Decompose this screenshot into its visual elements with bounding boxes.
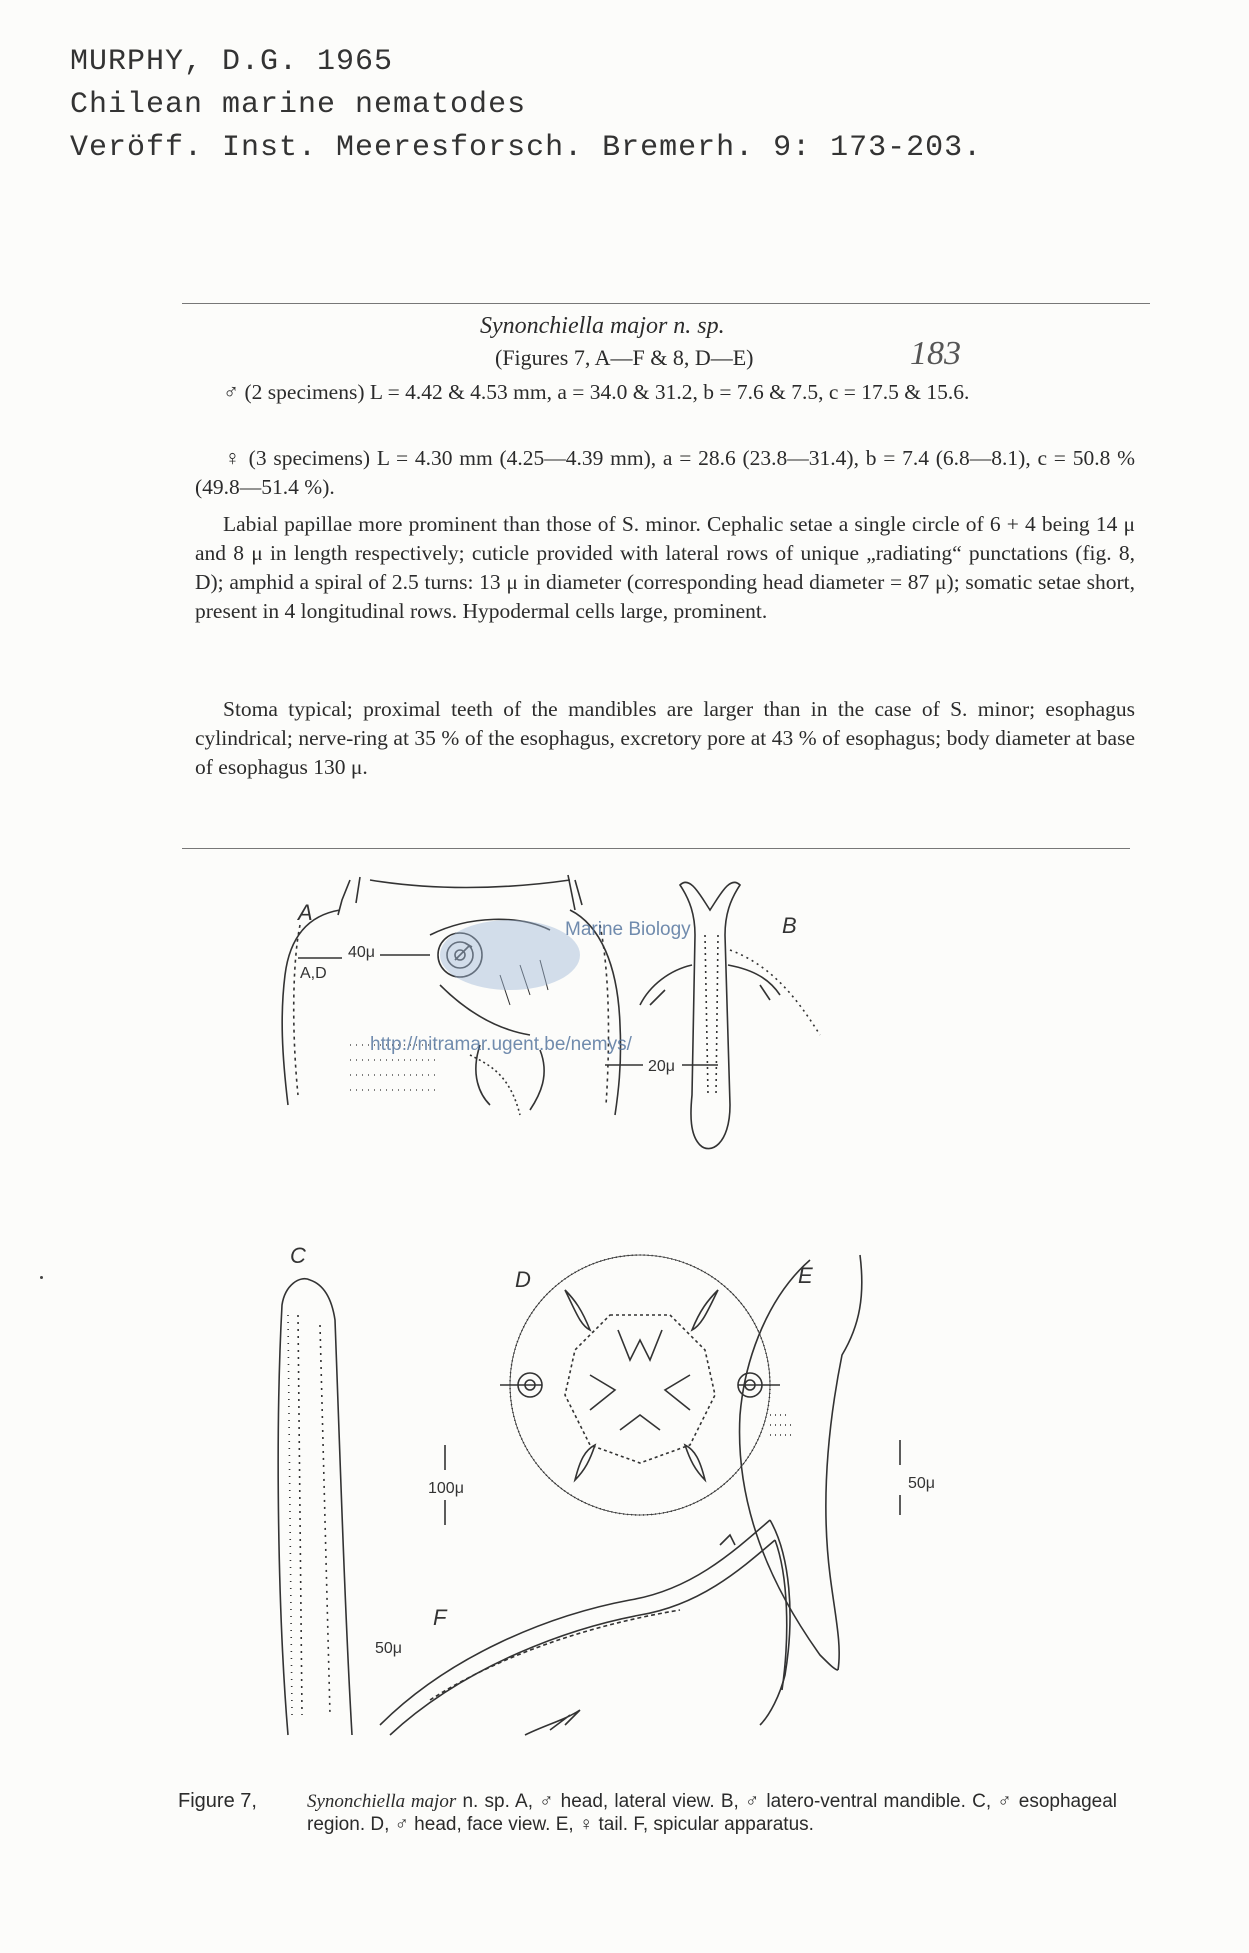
panel-e-female-tail: [740, 1255, 862, 1670]
male-measurements: ♂ (2 specimens) L = 4.42 & 4.53 mm, a = 34.0 & 31.2, b = 7.6 & 7.5, c = 17.5 & 15.6.: [223, 380, 970, 404]
description-paragraph: Labial papillae more prominent than those of S. minor. Cephalic setae a single circle of 6 + 4 being 14 μ and 8 μ in length respectively; cuticle provided with lateral rows of unique „radiating“ punctations (fig. 8, D); amphid a spiral of 2.5 turns: 13 μ in diameter (corresponding head diameter = 87 μ); somatic setae short, present in 4 longitudinal rows. Hypodermal cells large, prominent.: [195, 512, 1135, 623]
panel-d-label: D: [515, 1267, 531, 1292]
species-title: Synonchiella major n. sp.: [480, 313, 725, 339]
scale-f-value: 50μ: [375, 1640, 403, 1657]
figure-7-plate: [170, 855, 1120, 1795]
scale-ad-value: 40μ: [348, 944, 376, 961]
panel-e-label: E: [798, 1263, 813, 1288]
figures-reference: (Figures 7, A—F & 8, D—E): [495, 345, 754, 370]
watermark-url: http://nitramar.ugent.be/nemys/: [370, 1034, 632, 1055]
panel-d-head-face-view: [500, 1255, 780, 1515]
caption-text: n. sp. A, ♂ head, lateral view. B, ♂ latero-ventral mandible. C, ♂ esophageal region. D, ♂ head, face view. E, ♀ tail. F, spicular apparatus.: [307, 1791, 1118, 1835]
scale-e-value: 50μ: [908, 1475, 936, 1492]
journal-citation: Veröff. Inst. Meeresforsch. Bremerh. 9: 173-203.: [70, 131, 983, 165]
author-year: MURPHY, D.G. 1965: [70, 45, 394, 79]
paper-title: Chilean marine nematodes: [70, 88, 527, 122]
scale-b-value: 20μ: [648, 1058, 676, 1075]
panel-a-label: A: [298, 900, 313, 925]
scale-ad-label: A,D: [300, 965, 327, 982]
handwritten-page-note: 183: [910, 335, 961, 372]
top-rule: [182, 303, 1150, 304]
figure-top-rule: [182, 848, 1130, 849]
panel-f-label: F: [433, 1605, 447, 1630]
watermark-brand: Marine Biology: [565, 919, 691, 940]
stoma-paragraph: Stoma typical; proximal teeth of the mandibles are larger than in the case of S. minor; esophagus cylindrical; nerve-ring at 35 % of the esophagus, excretory pore at 43 % of esophagus; body diameter at base of esophagus 130 μ.: [195, 697, 1135, 779]
figure-caption: [307, 1790, 1117, 1836]
panel-c-esophageal-region: [278, 1279, 352, 1735]
panel-a-head-lateral: [282, 875, 620, 1115]
scale-c-value: 100μ: [428, 1480, 464, 1497]
watermark: [370, 919, 691, 1055]
caption-label: Figure 7,: [178, 1790, 257, 1812]
speck: [40, 1276, 43, 1279]
caption-species: Synonchiella major: [307, 1791, 457, 1812]
female-measurements: ♀ (3 specimens) L = 4.30 mm (4.25—4.39 mm), a = 28.6 (23.8—31.4), b = 7.4 (6.8—8.1), c = 50.8 % (49.8—51.4 %).: [195, 446, 1135, 499]
panel-b-label: B: [782, 913, 797, 938]
panel-c-label: C: [290, 1243, 306, 1268]
